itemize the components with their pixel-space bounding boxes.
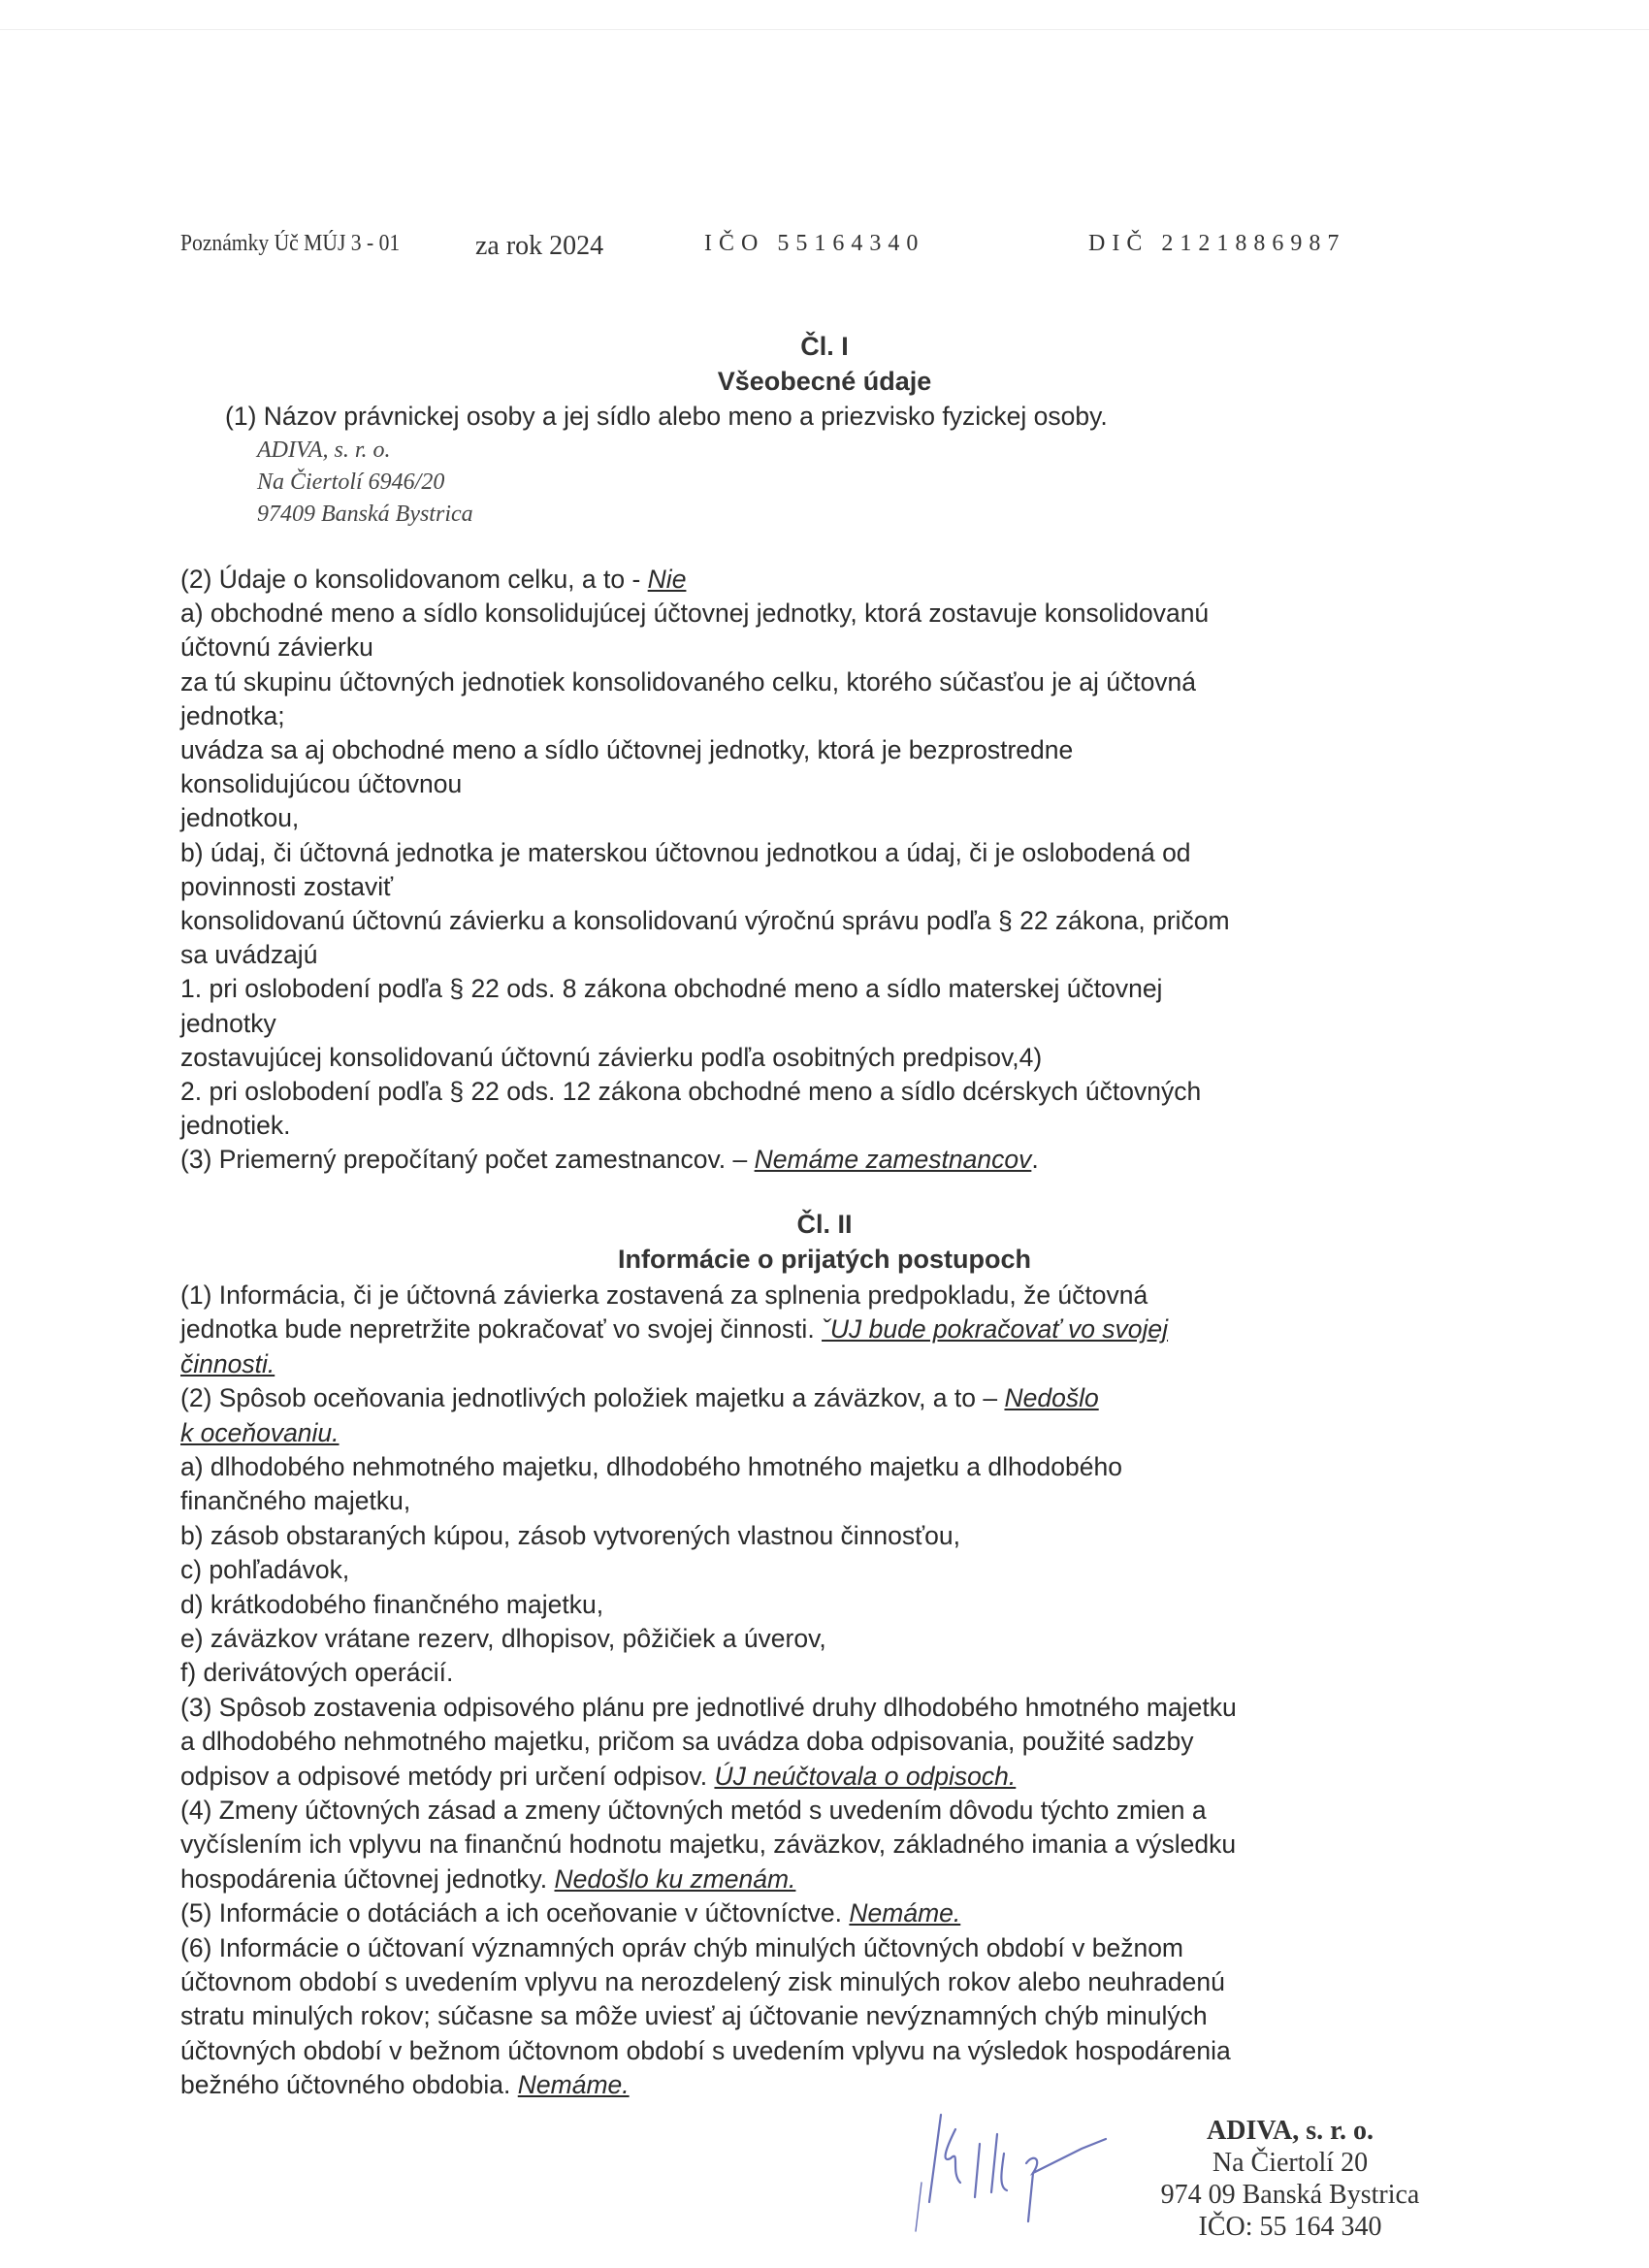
answer-text: Nemáme. — [517, 2070, 630, 2100]
line-text: (5) Informácie o dotáciách a ich oceňovanie v účtovníctve. — [180, 1898, 850, 1928]
line-text: d) krátkodobého finančného majetku, — [180, 1589, 604, 1619]
scan-edge — [0, 29, 1649, 30]
line-text: a) dlhodobého nehmotného majetku, dlhodobého hmotného majetku a dlhodobého — [180, 1452, 1122, 1481]
text-line — [180, 1041, 1042, 1075]
text-line — [180, 1760, 1016, 1794]
text-line — [180, 1931, 1183, 1965]
answer-text: Nedošlo ku zmenám. — [554, 1863, 796, 1894]
section2-number: Čl. II — [796, 1210, 853, 1239]
answer-text: činnosti. — [180, 1348, 275, 1378]
text-line — [180, 1691, 1237, 1725]
answer-text: ÚJ neúčtovala o odpisoch. — [714, 1761, 1017, 1791]
text-line — [180, 1725, 1194, 1759]
line-text: vyčíslením ich vplyvu na finančnú hodnotu majetku, záväzkov, základného imania a výsledku — [180, 1830, 1237, 1860]
line-text: a dlhodobého nehmotného majetku, pričom sa uvádza doba odpisovania, použité sadzby — [180, 1727, 1194, 1757]
text-line — [180, 1794, 1207, 1828]
header-prefix: Poznámky Úč MÚJ 3 - 01 — [180, 231, 401, 256]
text-line — [180, 1312, 1168, 1346]
line-text: bežného účtovného obdobia. — [180, 2070, 518, 2100]
header-ico — [704, 231, 924, 257]
text-line — [180, 1450, 1122, 1484]
text-line — [180, 938, 317, 972]
text-line — [180, 1553, 349, 1587]
dic-value: DIČ 2121886987 — [1088, 231, 1346, 256]
address-name: ADIVA, s. r. o. — [257, 437, 391, 463]
line-text: jednotky — [180, 1008, 276, 1038]
line-text: hospodárenia účtovnej jednotky. — [180, 1863, 555, 1894]
line-text: účtovných období v bežnom účtovnom období s uvedením vplyvu na výsledok hospodárenia — [180, 2035, 1231, 2065]
text-line — [180, 1863, 795, 1896]
stamp-street: Na Čiertolí 20 — [1212, 2148, 1369, 2178]
header-title — [180, 231, 424, 257]
line-text: účtovnom období s uvedením vplyvu na nerozdelený zisk minulých rokov alebo neuhradenú — [180, 1967, 1225, 1996]
line-text: jednotkou, — [180, 803, 300, 833]
section1-number: Čl. I — [800, 332, 849, 361]
line-end: . — [1031, 1145, 1039, 1175]
text-line — [180, 1896, 960, 1930]
line-text: konsolidujúcou účtovnou — [180, 769, 463, 799]
text-line — [180, 1143, 1039, 1177]
line-text: účtovnú závierku — [180, 632, 373, 663]
line-text: uvádza sa aj obchodné meno a sídlo účtovnej jednotky, ktorá je bezprostredne — [180, 735, 1074, 764]
text-line — [180, 1007, 276, 1041]
stamp-name: ADIVA, s. r. o. — [1207, 2116, 1374, 2146]
line-text: odpisov a odpisové metódy pri určení odpisov. — [180, 1761, 715, 1791]
text-line — [180, 1279, 1148, 1312]
section2-title: Informácie o prijatých postupoch — [617, 1245, 1032, 1274]
text-line — [180, 904, 1230, 938]
line-text: finančného majetku, — [180, 1486, 411, 1516]
line-text: c) pohľadávok, — [180, 1555, 350, 1585]
line-text: jednotka; — [180, 700, 285, 730]
text-line — [180, 699, 285, 733]
text-line — [180, 1622, 826, 1656]
text-line — [180, 1484, 410, 1518]
header-dic — [1088, 231, 1345, 257]
text-line — [180, 1109, 290, 1143]
answer-text: k oceňovaniu. — [180, 1417, 340, 1447]
line-text: zostavujúcej konsolidovanú účtovnú závierku podľa osobitných predpisov,4) — [180, 1042, 1043, 1072]
text-line — [180, 1381, 1099, 1415]
line-text: (3) Spôsob zostavenia odpisového plánu pre jednotlivé druhy dlhodobého hmotného majetku — [180, 1692, 1237, 1722]
line-text: 2. pri oslobodení podľa § 22 ods. 12 zákona obchodné meno a sídlo dcérskych účtovných — [180, 1077, 1202, 1106]
text-line — [180, 1656, 453, 1690]
line-text: konsolidovanú účtovnú závierku a konsolidovanú výročnú správu podľa § 22 zákona, pričom — [180, 906, 1230, 935]
text-line — [180, 1965, 1225, 1999]
text-line — [180, 665, 1196, 699]
header-year — [475, 231, 603, 262]
line-text: povinnosti zostaviť — [180, 871, 394, 901]
company-stamp — [1096, 2115, 1484, 2243]
line-text: sa uvádzajú — [180, 940, 318, 970]
header-year-label: za rok 2024 — [475, 231, 604, 261]
line-text: 1. pri oslobodení podľa § 22 ods. 8 zákona obchodné meno a sídlo materskej účtovnej — [180, 974, 1163, 1004]
line-text: (4) Zmeny účtovných zásad a zmeny účtovných metód s uvedením dôvodu týchto zmien a — [180, 1796, 1207, 1825]
text-line — [180, 1588, 603, 1622]
answer-text: ˇUJ bude pokračovať vo svojej — [822, 1314, 1169, 1345]
text-line — [180, 836, 1191, 870]
line-text: (2) Údaje o konsolidovanom celku, a to - — [180, 565, 648, 594]
text-line — [180, 597, 1209, 631]
line-text: f) derivátových operácií. — [180, 1658, 454, 1688]
text-line — [180, 1999, 1208, 2033]
text-line — [180, 1519, 960, 1553]
text-line — [180, 801, 299, 835]
text-line — [180, 2068, 630, 2102]
answer-text: Nemáme zamestnancov — [754, 1145, 1032, 1175]
answer-text: Nedošlo — [1004, 1383, 1099, 1413]
answer-text: Nemáme. — [849, 1898, 961, 1928]
stamp-ico: IČO: 55 164 340 — [1198, 2212, 1382, 2242]
line-text: (3) Priemerný prepočítaný počet zamestnancov. – — [180, 1145, 755, 1175]
line-text: stratu minulých rokov; súčasne sa môže uviesť aj účtovanie nevýznamných chýb minulých — [180, 2001, 1208, 2031]
answer-text: Nie — [647, 565, 687, 594]
line-text: (1) Informácia, či je účtovná závierka zostavená za splnenia predpokladu, že účtovná — [180, 1280, 1148, 1310]
address-street: Na Čiertolí 6946/20 — [257, 470, 445, 495]
text-line — [180, 767, 462, 801]
line-text: za tú skupinu účtovných jednotiek konsolidovaného celku, ktorého súčasťou je aj účtovná — [180, 666, 1197, 697]
line-text: (2) Spôsob oceňovania jednotlivých položiek majetku a záväzkov, a to – — [180, 1383, 1005, 1413]
text-line — [180, 972, 1162, 1006]
text-line — [180, 1416, 340, 1450]
line-text: a) obchodné meno a sídlo konsolidujúcej účtovnej jednotky, ktorá zostavuje konsolidovanú — [180, 599, 1210, 629]
line-text: (6) Informácie o účtovaní významných opráv chýb minulých účtovných období v bežnom — [180, 1932, 1184, 1962]
stamp-city: 974 09 Banská Bystrica — [1160, 2180, 1420, 2210]
line-text: e) záväzkov vrátane rezerv, dlhopisov, pôžičiek a úverov, — [180, 1624, 826, 1653]
text-line — [180, 1828, 1236, 1862]
text-line — [180, 870, 393, 904]
text-line — [180, 563, 686, 597]
company-address — [257, 435, 473, 531]
ico-value: IČO 55164340 — [704, 231, 925, 256]
section1-item1: (1) Názov právnickej osoby a jej sídlo alebo meno a priezvisko fyzickej osoby. — [225, 402, 1108, 431]
text-line — [180, 733, 1073, 767]
address-city: 97409 Banská Bystrica — [257, 502, 473, 527]
line-text: b) údaj, či účtovná jednotka je materskou účtovnou jednotkou a údaj, či je oslobodená od — [180, 837, 1191, 867]
section1-title: Všeobecné údaje — [717, 367, 932, 396]
text-line — [180, 1347, 275, 1381]
text-line — [180, 1075, 1201, 1109]
line-text: jednotka bude nepretržite pokračovať vo svojej činnosti. — [180, 1314, 823, 1345]
line-text: b) zásob obstaraných kúpou, zásob vytvorených vlastnou činnosťou, — [180, 1520, 960, 1550]
text-line — [180, 2034, 1231, 2068]
text-line — [180, 631, 373, 664]
line-text: jednotiek. — [180, 1111, 291, 1141]
